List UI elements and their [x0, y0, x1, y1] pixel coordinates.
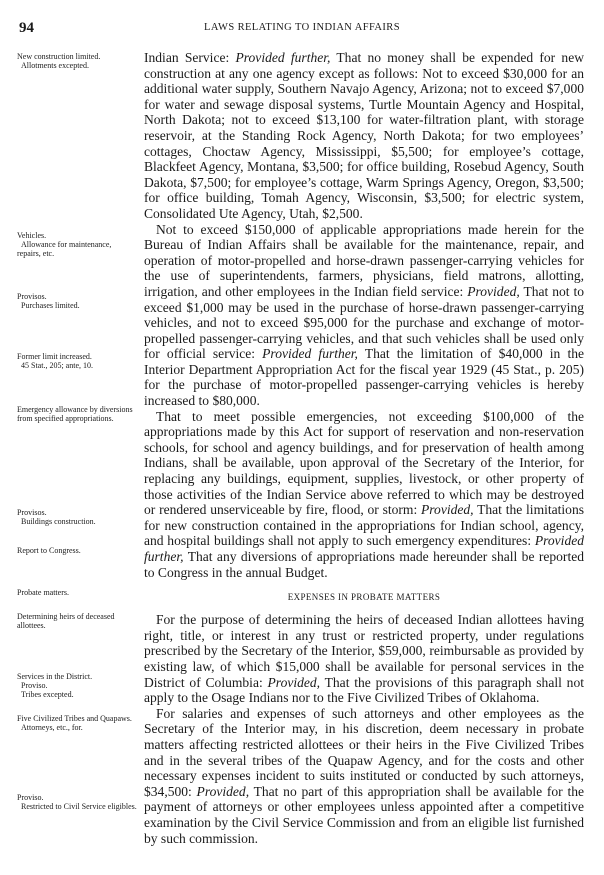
section-heading: EXPENSES IN PROBATE MATTERS	[287, 592, 441, 603]
page-header	[0, 20, 604, 40]
body-text	[144, 50, 584, 846]
margin-note: Vehicles. Allowance for maintenance, repairs, etc.	[17, 231, 112, 258]
running-title: LAWS RELATING TO INDIAN AFFAIRS	[204, 22, 400, 33]
margin-note: Determining heirs of deceased allottees.	[17, 612, 117, 630]
margin-note: New construction limited. Allotments excepted.	[17, 52, 101, 70]
margin-note: Services in the District. Proviso. Tribes excepted.	[17, 672, 93, 699]
margin-note: Proviso. Restricted to Civil Service eligibles.	[17, 793, 137, 811]
margin-note: Emergency allowance by diversions from specified appropriations.	[17, 405, 135, 423]
paragraph: For the purpose of determining the heirs of deceased Indian allottees having right, title, or interest in any trust or restricted property, under regulations prescribed by the Secretary of the Interior, $59,000, reimbursable as provided by existing law, of which $15,000 shall be available for personal services in the District of Columbia: Provided, That the provisions of this paragraph shall not apply to the Osage Indians nor to the Five Civilized Tribes of Oklahoma.	[144, 612, 584, 706]
margin-note: Provisos. Purchases limited.	[17, 292, 80, 310]
paragraph: Not to exceed $150,000 of applicable appropriations made herein for the Bureau of Indian Affairs shall be available for the maintenance, repair, and operation of motor-propelled and horse-drawn passenger-carrying vehicles for the use of superintendents, farmers, physicians, field matrons, allotting, irrigation, and other employees in the Indian field service: Provided, That not to exceed $1,000 may be used in the purchase of horse-drawn passenger-carrying vehicles, and not to exceed $95,000 for the purchase and exchange of motor-propelled passenger-carrying vehicles, and that such vehicles shall be used only for official service: Provided further, That the limitation of $40,000 in the Interior Department Appropriation Act for the fiscal year 1929 (45 Stat., p. 205) for the purchase of motor-propelled passenger-carrying vehicles is hereby increased to $80,000.	[144, 221, 584, 409]
margin-note: Former limit increased. 45 Stat., 205; ante, 10.	[17, 352, 93, 370]
paragraph: That to meet possible emergencies, not exceeding $100,000 of the appropriations made by this Act for support of reservation and non-reservation schools, for school and agency buildings, and for preservation of health among Indians, shall be available, upon approval of the Secretary of the Interior, for replacing any buildings, equipment, supplies, livestock, or other property of those activities of the Indian Service above referred to which may be destroyed or rendered unserviceable by fire, flood, or storm: Provided, That the limitations for new construction contained in the appropriations for Indian school, agency, and hospital buildings shall not apply to such emergency expenditures: Provided further, That any diversions of appropriations made hereunder shall be reported to Congress in the annual Budget.	[144, 408, 584, 580]
margin-note: Five Civilized Tribes and Quapaws. Attorneys, etc., for.	[17, 714, 132, 732]
margin-note: Report to Congress.	[17, 546, 81, 555]
page-number: 94	[19, 20, 34, 36]
margin-note: Probate matters.	[17, 588, 69, 597]
paragraph: For salaries and expenses of such attorneys and other employees as the Secretary of the Interior may, in his discretion, deem necessary in probate matters affecting restricted allottees or their heirs in the Five Civilized Tribes and in the several tribes of the Quapaw Agency, and for the costs and other necessary expenses incident to suits instituted or conducted by such attorneys, $34,500: Provided, That no part of this appropriation shall be available for the payment of attorneys or other employees unless appointed after a competitive examination by the Civil Service Commission and from an eligible list furnished by such commission.	[144, 705, 584, 846]
margin-note: Provisos. Buildings construction.	[17, 508, 96, 526]
paragraph: Indian Service: Provided further, That no money shall be expended for new construction at any one agency except as follows: Not to exceed $30,000 for an additional water supply, Southern Navajo Agency, Arizona; not to exceed $7,000 for water and sewage disposal systems, Turtle Mountain Agency and Hospital, North Dakota; not to exceed $13,100 for water-filtration plant, with storage reservoir, at the Standing Rock Agency, North Dakota; for two employees’ cottages, Choctaw Agency, Mississippi, $5,500; for employee’s cottage, Blackfeet Agency, Montana, $3,500; for office building, Rosebud Agency, South Dakota, $7,500; for employee’s cottage, Warm Springs Agency, Oregon, $3,500; for office building, Tomah Agency, Wisconsin, $3,500; for electric system, Consolidated Ute Agency, Utah, $2,500.	[144, 50, 584, 221]
